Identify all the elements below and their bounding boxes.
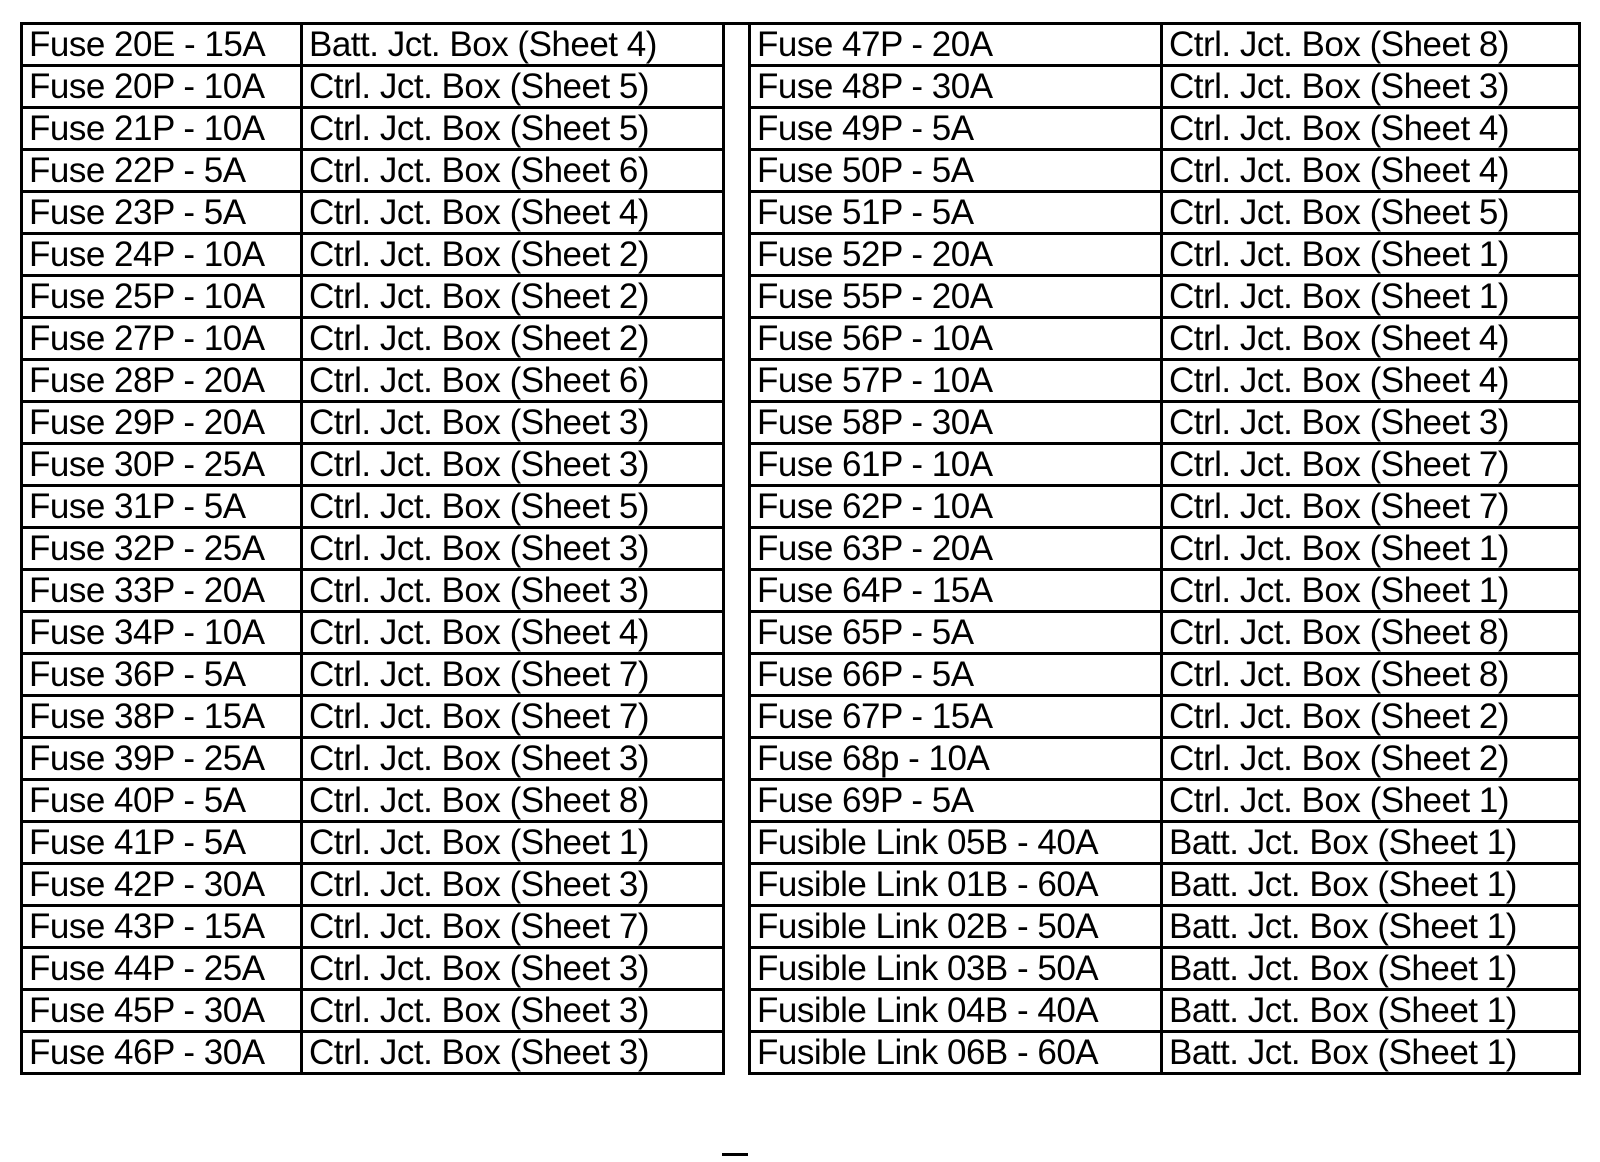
right-table-row: [750, 948, 1580, 990]
left-table-row: [22, 738, 724, 780]
right-table-row: [750, 402, 1580, 444]
right-table-row: [750, 360, 1580, 402]
right-table-row: [750, 780, 1580, 822]
left-table-row: [22, 486, 724, 528]
fuse-rating-cell: Fuse 41P - 5A: [22, 822, 302, 864]
fuse-table-left: [20, 22, 725, 1075]
junction-box-location-cell: Ctrl. Jct. Box (Sheet 4): [1162, 318, 1580, 360]
fuse-rating-cell: Fusible Link 04B - 40A: [750, 990, 1162, 1032]
fuse-rating-cell: Fuse 28P - 20A: [22, 360, 302, 402]
fuse-rating-cell: Fuse 47P - 20A: [750, 24, 1162, 66]
junction-box-location-cell: Ctrl. Jct. Box (Sheet 7): [302, 906, 724, 948]
junction-box-location-cell: Ctrl. Jct. Box (Sheet 3): [302, 528, 724, 570]
fuse-rating-cell: Fuse 64P - 15A: [750, 570, 1162, 612]
junction-box-location-cell: Ctrl. Jct. Box (Sheet 3): [1162, 402, 1580, 444]
fuse-rating-cell: Fuse 52P - 20A: [750, 234, 1162, 276]
left-table-row: [22, 402, 724, 444]
left-table-row: [22, 528, 724, 570]
right-table-row: [750, 276, 1580, 318]
fuse-rating-cell: Fuse 32P - 25A: [22, 528, 302, 570]
fuse-rating-cell: Fuse 46P - 30A: [22, 1032, 302, 1074]
fuse-rating-cell: Fuse 30P - 25A: [22, 444, 302, 486]
junction-box-location-cell: Ctrl. Jct. Box (Sheet 7): [302, 654, 724, 696]
right-table-row: [750, 1032, 1580, 1074]
junction-box-location-cell: Ctrl. Jct. Box (Sheet 3): [302, 570, 724, 612]
fuse-rating-cell: Fuse 38P - 15A: [22, 696, 302, 738]
fuse-rating-cell: Fuse 57P - 10A: [750, 360, 1162, 402]
left-table-row: [22, 696, 724, 738]
junction-box-location-cell: Batt. Jct. Box (Sheet 1): [1162, 1032, 1580, 1074]
fuse-rating-cell: Fuse 49P - 5A: [750, 108, 1162, 150]
junction-box-location-cell: Ctrl. Jct. Box (Sheet 8): [1162, 612, 1580, 654]
left-table-row: [22, 990, 724, 1032]
junction-box-location-cell: Batt. Jct. Box (Sheet 1): [1162, 948, 1580, 990]
right-table-row: [750, 864, 1580, 906]
right-table-row: [750, 654, 1580, 696]
fuse-rating-cell: Fuse 25P - 10A: [22, 276, 302, 318]
right-table-row: [750, 24, 1580, 66]
left-table-row: [22, 780, 724, 822]
left-table-row: [22, 108, 724, 150]
junction-box-location-cell: Ctrl. Jct. Box (Sheet 6): [302, 360, 724, 402]
junction-box-location-cell: Ctrl. Jct. Box (Sheet 8): [302, 780, 724, 822]
right-table-row: [750, 234, 1580, 276]
junction-box-location-cell: Ctrl. Jct. Box (Sheet 8): [1162, 24, 1580, 66]
fuse-rating-cell: Fuse 69P - 5A: [750, 780, 1162, 822]
left-table-row: [22, 192, 724, 234]
junction-box-location-cell: Ctrl. Jct. Box (Sheet 1): [1162, 570, 1580, 612]
junction-box-location-cell: Ctrl. Jct. Box (Sheet 1): [1162, 528, 1580, 570]
right-table-row: [750, 444, 1580, 486]
fuse-rating-cell: Fuse 48P - 30A: [750, 66, 1162, 108]
junction-box-location-cell: Ctrl. Jct. Box (Sheet 1): [1162, 234, 1580, 276]
left-table-row: [22, 1032, 724, 1074]
junction-box-location-cell: Ctrl. Jct. Box (Sheet 2): [302, 276, 724, 318]
junction-box-location-cell: Ctrl. Jct. Box (Sheet 3): [302, 1032, 724, 1074]
fuse-rating-cell: Fuse 65P - 5A: [750, 612, 1162, 654]
fuse-rating-cell: Fusible Link 01B - 60A: [750, 864, 1162, 906]
fuse-rating-cell: Fusible Link 03B - 50A: [750, 948, 1162, 990]
junction-box-location-cell: Ctrl. Jct. Box (Sheet 5): [302, 108, 724, 150]
left-table-row: [22, 66, 724, 108]
right-table-row: [750, 990, 1580, 1032]
left-table-row: [22, 234, 724, 276]
fuse-rating-cell: Fuse 56P - 10A: [750, 318, 1162, 360]
left-table-row: [22, 318, 724, 360]
right-table-row: [750, 822, 1580, 864]
junction-box-location-cell: Ctrl. Jct. Box (Sheet 5): [302, 486, 724, 528]
junction-box-location-cell: Ctrl. Jct. Box (Sheet 4): [302, 192, 724, 234]
right-table-row: [750, 738, 1580, 780]
junction-box-location-cell: Ctrl. Jct. Box (Sheet 5): [1162, 192, 1580, 234]
left-table-row: [22, 570, 724, 612]
junction-box-location-cell: Batt. Jct. Box (Sheet 4): [302, 24, 724, 66]
right-table-row: [750, 150, 1580, 192]
fuse-rating-cell: Fuse 62P - 10A: [750, 486, 1162, 528]
fuse-rating-cell: Fuse 55P - 20A: [750, 276, 1162, 318]
junction-box-location-cell: Ctrl. Jct. Box (Sheet 1): [1162, 780, 1580, 822]
fuse-rating-cell: Fuse 24P - 10A: [22, 234, 302, 276]
right-table-row: [750, 318, 1580, 360]
junction-box-location-cell: Ctrl. Jct. Box (Sheet 5): [302, 66, 724, 108]
junction-box-location-cell: Ctrl. Jct. Box (Sheet 7): [302, 696, 724, 738]
fuse-rating-cell: Fuse 68p - 10A: [750, 738, 1162, 780]
fuse-rating-cell: Fuse 63P - 20A: [750, 528, 1162, 570]
junction-box-location-cell: Ctrl. Jct. Box (Sheet 7): [1162, 444, 1580, 486]
right-table-row: [750, 696, 1580, 738]
left-table-row: [22, 906, 724, 948]
fuse-rating-cell: Fuse 51P - 5A: [750, 192, 1162, 234]
junction-box-location-cell: Ctrl. Jct. Box (Sheet 8): [1162, 654, 1580, 696]
junction-box-location-cell: Batt. Jct. Box (Sheet 1): [1162, 906, 1580, 948]
right-table-row: [750, 66, 1580, 108]
junction-box-location-cell: Ctrl. Jct. Box (Sheet 3): [1162, 66, 1580, 108]
junction-box-location-cell: Batt. Jct. Box (Sheet 1): [1162, 864, 1580, 906]
junction-box-location-cell: Ctrl. Jct. Box (Sheet 2): [302, 234, 724, 276]
junction-box-location-cell: Ctrl. Jct. Box (Sheet 6): [302, 150, 724, 192]
fuse-rating-cell: Fuse 43P - 15A: [22, 906, 302, 948]
fuse-rating-cell: Fuse 36P - 5A: [22, 654, 302, 696]
junction-box-location-cell: Ctrl. Jct. Box (Sheet 1): [1162, 276, 1580, 318]
fuse-rating-cell: Fuse 20E - 15A: [22, 24, 302, 66]
fuse-rating-cell: Fuse 21P - 10A: [22, 108, 302, 150]
right-table-row: [750, 528, 1580, 570]
left-table-row: [22, 864, 724, 906]
fuse-rating-cell: Fuse 58P - 30A: [750, 402, 1162, 444]
junction-box-location-cell: Ctrl. Jct. Box (Sheet 2): [302, 318, 724, 360]
junction-box-location-cell: Ctrl. Jct. Box (Sheet 7): [1162, 486, 1580, 528]
fuse-rating-cell: Fuse 33P - 20A: [22, 570, 302, 612]
junction-box-location-cell: Ctrl. Jct. Box (Sheet 3): [302, 948, 724, 990]
fuse-rating-cell: Fuse 40P - 5A: [22, 780, 302, 822]
fuse-rating-cell: Fuse 23P - 5A: [22, 192, 302, 234]
junction-box-location-cell: Ctrl. Jct. Box (Sheet 3): [302, 864, 724, 906]
right-table-row: [750, 612, 1580, 654]
junction-box-location-cell: Ctrl. Jct. Box (Sheet 3): [302, 444, 724, 486]
fuse-rating-cell: Fuse 44P - 25A: [22, 948, 302, 990]
fuse-rating-cell: Fuse 39P - 25A: [22, 738, 302, 780]
fuse-rating-cell: Fuse 27P - 10A: [22, 318, 302, 360]
fuse-rating-cell: Fusible Link 06B - 60A: [750, 1032, 1162, 1074]
right-table-row: [750, 906, 1580, 948]
fuse-table-right: [748, 22, 1581, 1075]
junction-box-location-cell: Ctrl. Jct. Box (Sheet 1): [302, 822, 724, 864]
right-table-row: [750, 486, 1580, 528]
fuse-rating-cell: Fuse 66P - 5A: [750, 654, 1162, 696]
fuse-rating-cell: Fuse 42P - 30A: [22, 864, 302, 906]
junction-box-location-cell: Batt. Jct. Box (Sheet 1): [1162, 822, 1580, 864]
left-table-row: [22, 276, 724, 318]
fuse-rating-cell: Fuse 29P - 20A: [22, 402, 302, 444]
right-table-row: [750, 570, 1580, 612]
right-table-row: [750, 108, 1580, 150]
column-divider: [722, 22, 748, 1156]
junction-box-location-cell: Ctrl. Jct. Box (Sheet 3): [302, 738, 724, 780]
fuse-rating-cell: Fuse 45P - 30A: [22, 990, 302, 1032]
left-table-row: [22, 948, 724, 990]
left-table-row: [22, 360, 724, 402]
fuse-rating-cell: Fuse 67P - 15A: [750, 696, 1162, 738]
fuse-rating-cell: Fusible Link 05B - 40A: [750, 822, 1162, 864]
left-table-row: [22, 822, 724, 864]
junction-box-location-cell: Ctrl. Jct. Box (Sheet 4): [1162, 150, 1580, 192]
junction-box-location-cell: Ctrl. Jct. Box (Sheet 3): [302, 402, 724, 444]
fuse-rating-cell: Fuse 20P - 10A: [22, 66, 302, 108]
fuse-rating-cell: Fuse 34P - 10A: [22, 612, 302, 654]
junction-box-location-cell: Ctrl. Jct. Box (Sheet 2): [1162, 696, 1580, 738]
fuse-rating-cell: Fusible Link 02B - 50A: [750, 906, 1162, 948]
junction-box-location-cell: Ctrl. Jct. Box (Sheet 3): [302, 990, 724, 1032]
fuse-rating-cell: Fuse 61P - 10A: [750, 444, 1162, 486]
junction-box-location-cell: Ctrl. Jct. Box (Sheet 4): [302, 612, 724, 654]
fuse-rating-cell: Fuse 50P - 5A: [750, 150, 1162, 192]
junction-box-location-cell: Ctrl. Jct. Box (Sheet 2): [1162, 738, 1580, 780]
left-table-row: [22, 24, 724, 66]
left-table-row: [22, 612, 724, 654]
junction-box-location-cell: Ctrl. Jct. Box (Sheet 4): [1162, 108, 1580, 150]
junction-box-location-cell: Ctrl. Jct. Box (Sheet 4): [1162, 360, 1580, 402]
right-table-row: [750, 192, 1580, 234]
junction-box-location-cell: Batt. Jct. Box (Sheet 1): [1162, 990, 1580, 1032]
fuse-rating-cell: Fuse 22P - 5A: [22, 150, 302, 192]
left-table-row: [22, 444, 724, 486]
left-table-row: [22, 150, 724, 192]
fuse-rating-cell: Fuse 31P - 5A: [22, 486, 302, 528]
left-table-row: [22, 654, 724, 696]
